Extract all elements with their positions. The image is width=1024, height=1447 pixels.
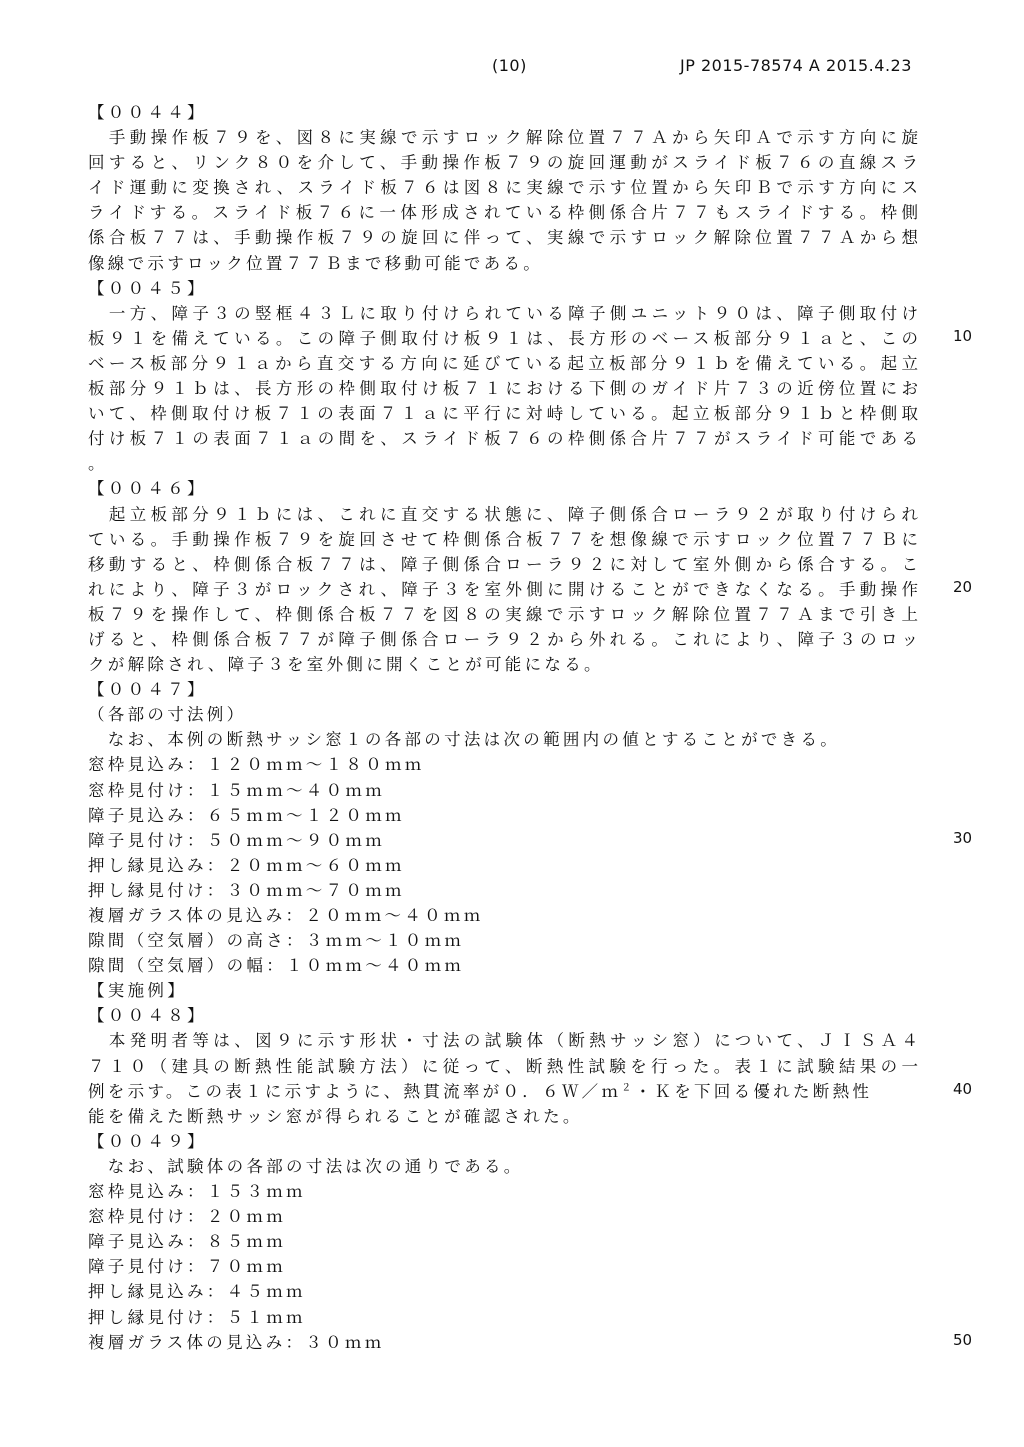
text-line: 板部分９１ｂは、長方形の枠側取付け板７１における下側のガイド片７３の近傍位置にお (88, 379, 918, 399)
dimension-item: 障子見付け：７０ｍｍ (88, 1257, 286, 1277)
line-number-20: 20 (953, 578, 973, 596)
text-line: 移動すると、枠側係合板７７は、障子側係合ローラ９２に対して室外側から係合する。こ (88, 554, 918, 574)
paragraph-number-0048: 【００４８】 (88, 1006, 207, 1026)
dimension-item: 押し縁見込み：２０ｍｍ～６０ｍｍ (88, 855, 405, 875)
page-header (0, 56, 1024, 78)
text-line: 本発明者等は、図９に示す形状・寸法の試験体（断熱サッシ窓）について、ＪＩＳＡ４ (88, 1031, 918, 1051)
superscript: ２ (621, 1082, 635, 1094)
text-line: 一方、障子３の竪框４３Ｌに取り付けられている障子側ユニット９０は、障子側取付け (88, 303, 918, 323)
line-number-40: 40 (953, 1080, 973, 1098)
paragraph-number-0047: 【００４７】 (88, 680, 207, 700)
dimension-item: 窓枠見付け：２０ｍｍ (88, 1207, 286, 1227)
text-line: ている。手動操作板７９を旋回させて枠側係合板７７を想像線で示すロック位置７７Ｂに (88, 529, 918, 549)
dimension-item: 窓枠見込み：１５３ｍｍ (88, 1182, 306, 1202)
text-line: 係合板７７は、手動操作板７９の旋回に伴って、実線で示すロック解除位置７７Ａから想 (88, 228, 918, 248)
line-number-30: 30 (953, 829, 973, 847)
text-line: 。 (88, 454, 108, 474)
text-line: クが解除され、障子３を室外側に開くことが可能になる。 (88, 655, 604, 675)
dimension-item: 複層ガラス体の見込み：３０ｍｍ (88, 1332, 385, 1352)
text-line: ７１０（建具の断熱性能試験方法）に従って、断熱性試験を行った。表１に試験結果の一 (88, 1056, 918, 1076)
text-line: なお、本例の断熱サッシ窓１の各部の寸法は次の範囲内の値とすることができる。 (88, 730, 841, 750)
text-line-with-superscript (88, 1079, 918, 1104)
paragraph-number-0046: 【００４６】 (88, 479, 207, 499)
text-segment: ・Ｋを下回る優れた断熱性 (634, 1081, 873, 1101)
text-line: 像線で示すロック位置７７Ｂまで移動可能である。 (88, 253, 544, 273)
dimension-item: 窓枠見付け：１５ｍｍ～４０ｍｍ (88, 780, 385, 800)
text-line: 手動操作板７９を、図８に実線で示すロック解除位置７７Ａから矢印Ａで示す方向に旋 (88, 128, 918, 148)
text-line: ベース板部分９１ａから直交する方向に延びている起立板部分９１ｂを備えている。起立 (88, 353, 918, 373)
paragraph-number-0045: 【００４５】 (88, 278, 207, 298)
dimension-item: 複層ガラス体の見込み：２０ｍｍ～４０ｍｍ (88, 906, 484, 925)
paragraph-number-0049: 【００４９】 (88, 1131, 207, 1151)
line-number-50: 50 (953, 1331, 973, 1349)
dimension-item: 障子見付け：５０ｍｍ～９０ｍｍ (88, 830, 385, 850)
text-line: 回すると、リンク８０を介して、手動操作板７９の旋回運動がスライド板７６の直線スラ (88, 153, 918, 173)
line-number-10: 10 (953, 327, 973, 345)
text-line: ライドする。スライド板７６に一体形成されている枠側係合片７７もスライドする。枠側 (88, 203, 918, 223)
text-line: 板７９を操作して、枠側係合板７７を図８の実線で示すロック解除位置７７Ａまで引き上 (88, 604, 918, 624)
text-line: 付け板７１の表面７１ａの間を、スライド板７６の枠側係合片７７がスライド可能である (88, 429, 918, 449)
dimension-item: 押し縁見付け：３０ｍｍ～７０ｍｍ (88, 880, 405, 900)
text-line: なお、試験体の各部の寸法は次の通りである。 (88, 1156, 524, 1176)
dimension-item: 押し縁見付け：５１ｍｍ (88, 1307, 306, 1327)
text-line: げると、枠側係合板７７が障子側係合ローラ９２から外れる。これにより、障子３のロッ (88, 629, 918, 649)
page-number: (10) (492, 56, 527, 75)
dimension-item: 障子見込み：６５ｍｍ～１２０ｍｍ (88, 805, 405, 825)
dimension-item: 押し縁見込み：４５ｍｍ (88, 1282, 306, 1302)
text-line: 能を備えた断熱サッシ窓が得られることが確認された。 (88, 1106, 583, 1126)
paragraph-number-0044: 【００４４】 (88, 103, 207, 122)
section-heading-example: 【実施例】 (88, 981, 187, 1001)
dimension-item: 窓枠見込み：１２０ｍｍ～１８０ｍｍ (88, 755, 425, 775)
dimension-item: 障子見込み：８５ｍｍ (88, 1232, 286, 1252)
section-heading: （各部の寸法例） (88, 705, 247, 725)
dimension-item: 隙間（空気層）の幅：１０ｍｍ～４０ｍｍ (88, 956, 465, 976)
text-line: れにより、障子３がロックされ、障子３を室外側に開けることができなくなる。手動操作 (88, 579, 918, 599)
text-segment: 例を示す。この表１に示すように、熱貫流率が０．６Ｗ／ｍ (88, 1081, 622, 1101)
document-body (88, 100, 918, 1355)
text-line: イド運動に変換され、スライド板７６は図８に実線で示す位置から矢印Ｂで示す方向にス (88, 178, 918, 198)
document-id: JP 2015-78574 A 2015.4.23 (680, 56, 912, 75)
text-line: 起立板部分９１ｂには、これに直交する状態に、障子側係合ローラ９２が取り付けられ (88, 504, 918, 524)
text-line: いて、枠側取付け板７１の表面７１ａに平行に対峙している。起立板部分９１ｂと枠側取 (88, 404, 918, 424)
dimension-item: 隙間（空気層）の高さ：３ｍｍ～１０ｍｍ (88, 931, 465, 951)
text-line: 板９１を備えている。この障子側取付け板９１は、長方形のベース板部分９１ａと、この (88, 328, 918, 348)
